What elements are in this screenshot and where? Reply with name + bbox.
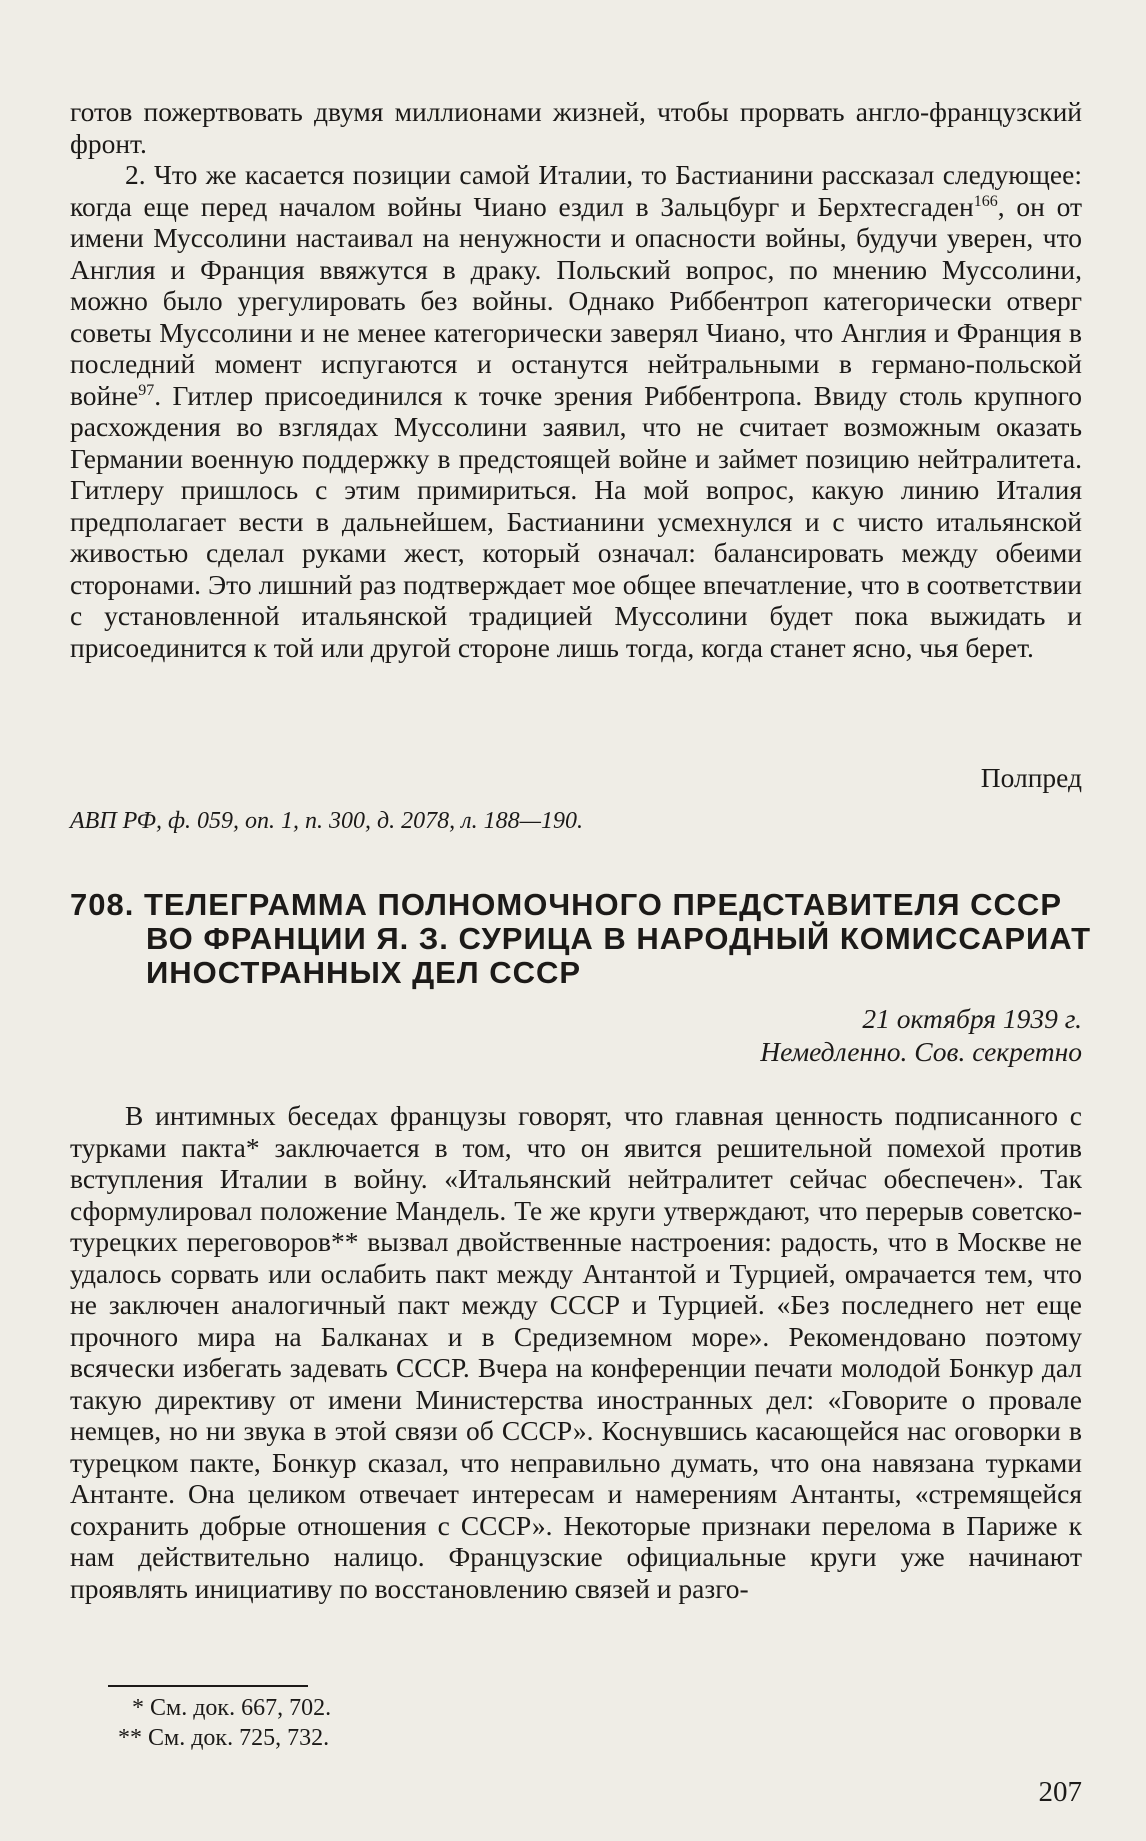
footnote-1: * См. док. 667, 702. (132, 1695, 332, 1721)
heading-line-1: 708. ТЕЛЕГРАММА ПОЛНОМОЧНОГО ПРЕДСТАВИТЕЛЯ СССР (70, 887, 1063, 922)
main-text (70, 96, 1082, 663)
document-classification: Немедленно. Сов. секретно (760, 1036, 1082, 1067)
footnote-divider (108, 1685, 308, 1687)
endnote-ref-166: 166 (973, 192, 998, 210)
footnote-2: ** См. док. 725, 732. (118, 1725, 330, 1751)
paragraph-2-part2: , он от имени Муссолини настаивал на ненужности и опасности войны, будучи уверен, что Англия и Франция ввяжутся в драку. Польский вопрос, по мнению Муссолини, можно было урегулировать без войны. Однако Риббентроп категорически отверг советы Муссолини и не менее категорически заверял Чиано, что Англия и Франция в последний момент испугаются и останутся нейтральными в германо-польской войне (70, 190, 1082, 411)
endnote-ref-97: 97 (138, 381, 155, 399)
continuation-paragraph: готов пожертвовать двумя миллионами жизней, чтобы прорвать англо-французский фронт. (70, 96, 1082, 159)
document-date: 21 октября 1939 г. (862, 1003, 1082, 1034)
telegram-body (70, 1100, 1082, 1604)
signature: Полпред (980, 762, 1082, 793)
telegram-paragraph: В интимных беседах французы говорят, что главная ценность подписанного с турками пакта* заключается в том, что он явится решительной помехой против вступления Италии в войну. «Итальянский нейтралитет сейчас обеспечен». Так сформулировал положение Мандель. Те же круги утверждают, что перерыв советско-турецких переговоров** вызвал двойственные настроения: радость, что в Москве не удалось сорвать или ослабить пакт между Антантой и Турцией, омрачается тем, что не заключен аналогичный пакт между СССР и Турцией. «Без последнего нет еще прочного мира на Балканах и в Средиземном море». Рекомендовано поэтому всячески избегать задевать СССР. Вчера на конференции печати молодой Бонкур дал такую директиву от имени Министерства иностранных дел: «Говорите о провале немцев, но ни звука в этой связи об СССР». Коснувшись касающейся нас оговорки в турецком пакте, Бонкур сказал, что неправильно думать, что она навязана турками Антанте. Она целиком отвечает интересам и намерениям Антанты, «стремящейся сохранить добрые отношения с СССР». Некоторые признаки перелома в Париже к нам действительно налицо. Французские официальные круги уже начинают проявлять инициативу по восстановлению связей и разго- (70, 1100, 1082, 1604)
page-number: 207 (1038, 1776, 1082, 1808)
document-heading (70, 887, 1092, 990)
paragraph-2-part3: . Гитлер присоединился к точке зрения Риббентропа. Ввиду столь крупного расхождения во взглядах Муссолини заявил, что не считает возможным оказать Германии военную поддержку в предстоящей войне и займет позицию нейтралитета. Гитлеру пришлось с этим примириться. На мой вопрос, какую линию Италия предполагает вести в дальнейшем, Бастианини усмехнулся и с чисто итальянской живостью сделал руками жест, который означал: балансировать между обеими сторонами. Это лишний раз подтверждает мое общее впечатление, что в соответствии с установленной итальянской традицией Муссолини будет пока выжидать и присоединится к той или другой стороне лишь тогда, когда станет ясно, чья берет. (70, 379, 1082, 663)
heading-line-2: ВО ФРАНЦИИ Я. З. СУРИЦА В НАРОДНЫЙ КОМИССАРИАТ (146, 921, 1092, 956)
heading-line-3: ИНОСТРАННЫХ ДЕЛ СССР (146, 955, 582, 990)
paragraph-2-part1: 2. Что же касается позиции самой Италии, то Бастианини рассказал следующее: когда еще перед началом войны Чиано ездил в Зальцбург и Берхтесгаден (70, 159, 1082, 222)
paragraph-2 (70, 159, 1082, 663)
archive-reference: АВП РФ, ф. 059, оп. 1, п. 300, д. 2078, л. 188—190. (70, 808, 583, 834)
